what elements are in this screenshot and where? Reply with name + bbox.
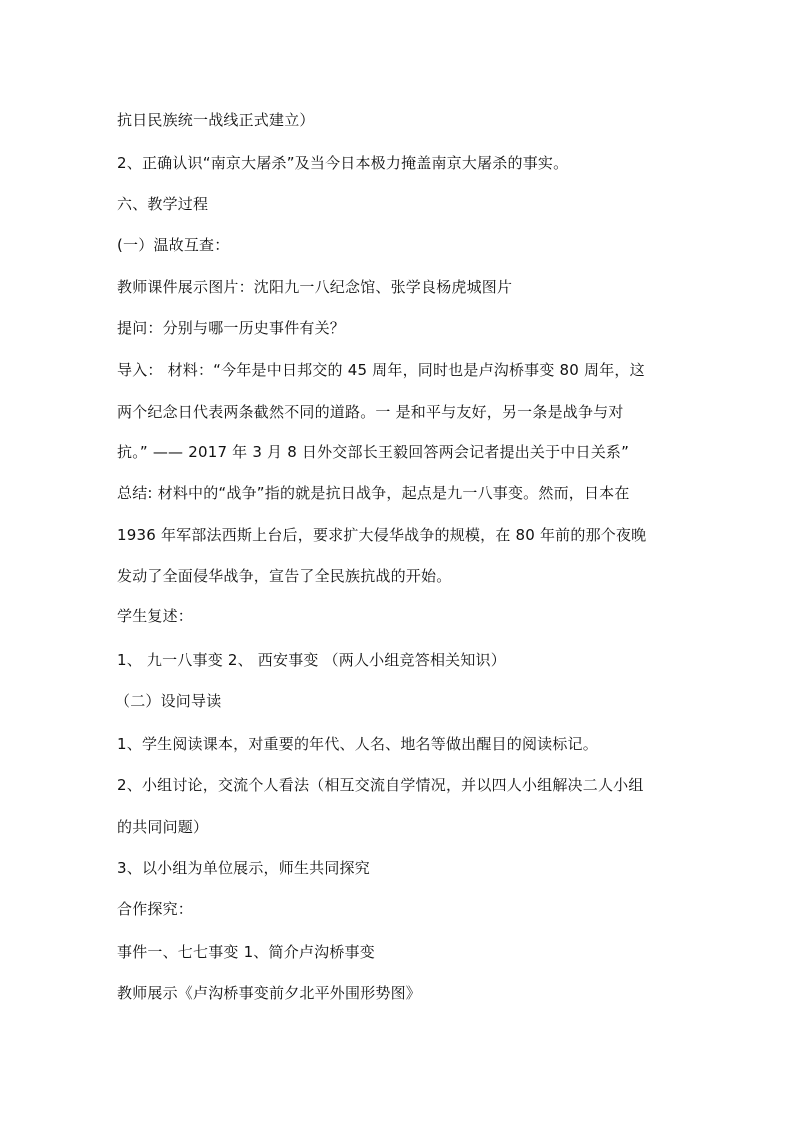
text-line: 3、以小组为单位展示，师生共同探究 — [117, 859, 370, 877]
text-line: 1、学生阅读课本，对重要的年代、人名、地名等做出醒目的阅读标记。 — [117, 735, 598, 753]
text-line: 抗。” —— 2017 年 3 月 8 日外交部长王毅回答两会记者提出关于中日关系” — [117, 443, 630, 461]
text-line: 抗日民族统一战线正式建立） — [117, 111, 315, 129]
text-line: 合作探究： — [117, 900, 194, 918]
text-line: 两个纪念日代表两条截然不同的道路。一 是和平与友好，另一条是战争与对 — [117, 403, 624, 421]
text-line: 2、正确认识“南京大屠杀”及当今日本极力掩盖南京大屠杀的事实。 — [117, 154, 569, 172]
text-line: 发动了全面侵华战争，宣告了全民族抗战的开始。 — [117, 567, 452, 585]
text-line: 导入： 材料：“今年是中日邦交的 45 周年，同时也是卢沟桥事变 80 周年，这 — [117, 361, 645, 379]
text-line: 事件一、七七事变 1、简介卢沟桥事变 — [117, 943, 375, 961]
text-line: 总结: 材料中的“战争”指的就是抗日战争，起点是九一八事变。然而，日本在 — [117, 484, 630, 502]
text-line: 教师课件展示图片：沈阳九一八纪念馆、张学良杨虎城图片 — [117, 278, 513, 296]
subsection-heading: （二）设问导读 — [115, 692, 222, 710]
text-line: 提问：分别与哪一历史事件有关？ — [117, 319, 346, 337]
text-line: 1、 九一八事变 2、 西安事变 （两人小组竞答相关知识） — [117, 651, 506, 669]
text-line: 的共同问题） — [117, 818, 209, 836]
subsection-heading: (一）温故互查： — [117, 236, 230, 254]
text-line: 2、小组讨论，交流个人看法（相互交流自学情况，并以四人小组解决二人小组 — [117, 776, 644, 794]
text-line: 教师展示《卢沟桥事变前夕北平外围形势图》 — [117, 984, 422, 1002]
text-line: 1936 年军部法西斯上台后，要求扩大侵华战争的规模，在 80 年前的那个夜晚 — [117, 526, 647, 544]
section-heading: 六、教学过程 — [117, 195, 209, 213]
text-line: 学生复述： — [117, 607, 194, 625]
